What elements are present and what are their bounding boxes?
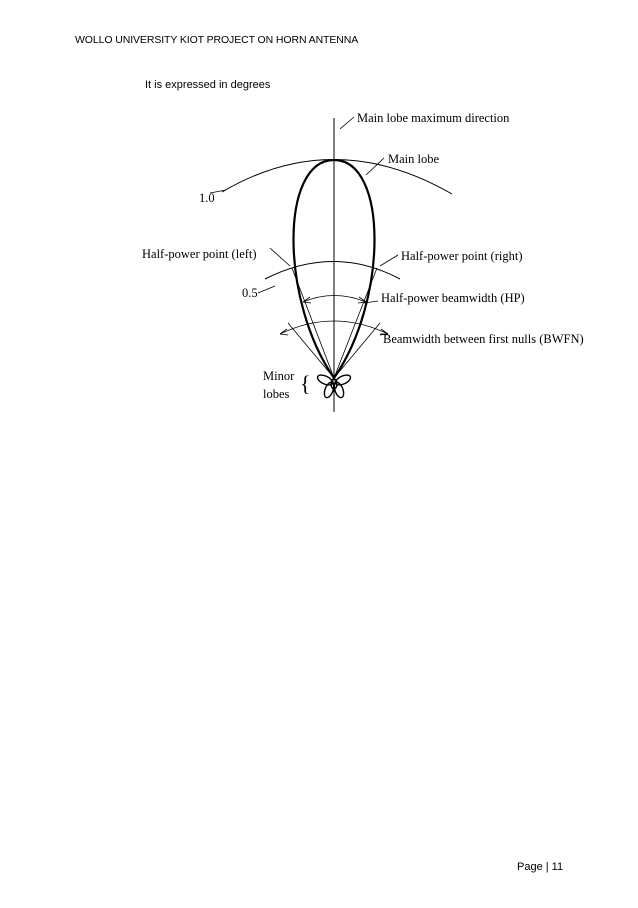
label-hp-beamwidth: Half-power beamwidth (HP) bbox=[381, 291, 525, 305]
label-level-05: 0.5 bbox=[242, 286, 258, 300]
label-half-power-left: Half-power point (left) bbox=[142, 247, 257, 261]
label-bwfn: Beamwidth between first nulls (BWFN) bbox=[383, 332, 584, 346]
label-minor: Minor bbox=[263, 369, 295, 383]
page-header: WOLLO UNIVERSITY KIOT PROJECT ON HORN ANTENNA bbox=[75, 34, 359, 46]
label-half-power-right: Half-power point (right) bbox=[401, 249, 523, 263]
leader-hp-right bbox=[380, 255, 398, 266]
label-main-lobe-max-direction: Main lobe maximum direction bbox=[357, 111, 510, 125]
page-number: Page | 11 bbox=[517, 861, 564, 873]
leader-05 bbox=[258, 286, 275, 293]
leader-max-direction bbox=[340, 117, 354, 129]
minor-lobes-brace: { bbox=[300, 371, 311, 396]
label-main-lobe: Main lobe bbox=[388, 152, 440, 166]
leader-hp-left bbox=[270, 248, 290, 266]
leader-main-lobe bbox=[366, 158, 384, 175]
label-level-1: 1.0 bbox=[199, 191, 215, 205]
intro-text: It is expressed in degrees bbox=[145, 79, 271, 91]
half-arc bbox=[265, 262, 400, 280]
label-lobes: lobes bbox=[263, 387, 290, 401]
